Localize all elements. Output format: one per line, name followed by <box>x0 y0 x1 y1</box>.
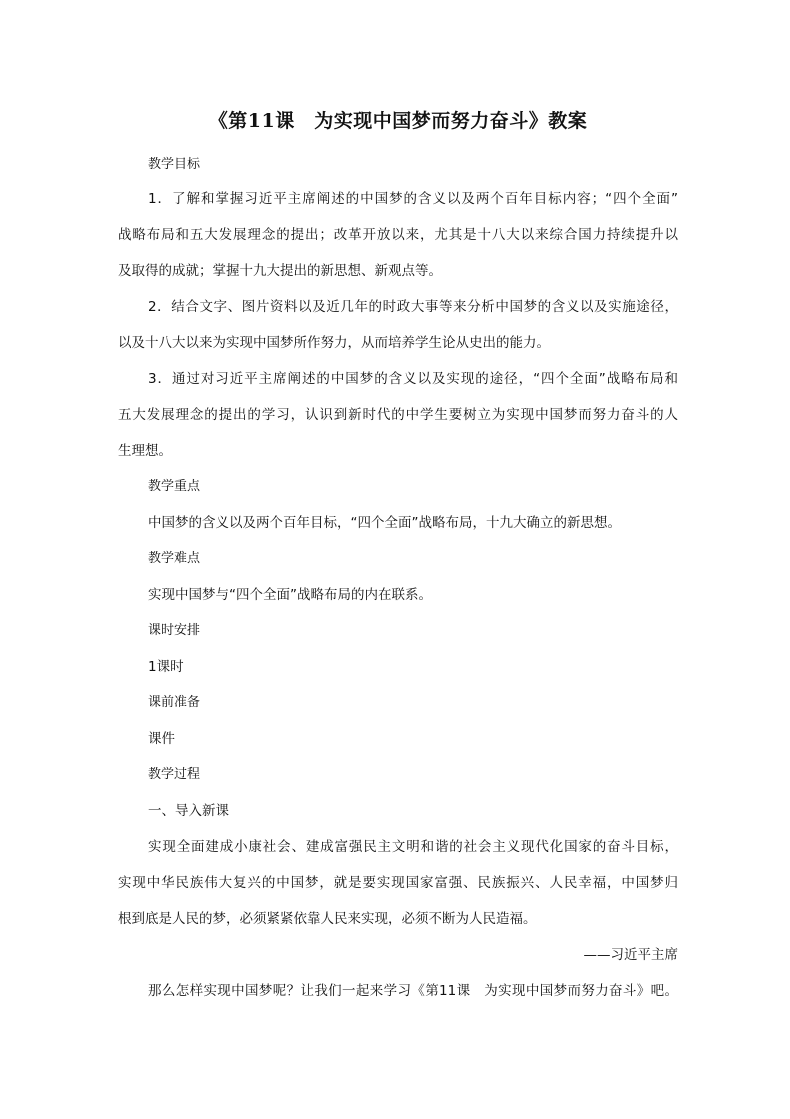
closing-line: 那么怎样实现中国梦呢？让我们一起来学习《第11课 为实现中国梦而努力奋斗》吧。 <box>148 983 678 999</box>
difficulties-heading: 教学难点 <box>148 551 201 566</box>
keypoints-text: 中国梦的含义以及两个百年目标，“四个全面”战略布局，十九大确立的新思想。 <box>148 515 621 531</box>
quote-attribution: ——习近平主席 <box>583 947 678 963</box>
intro-heading: 一、导入新课 <box>148 803 229 819</box>
prep-text: 课件 <box>148 731 175 747</box>
objective-3-line-3: 生理想。 <box>118 443 172 459</box>
schedule-heading: 课时安排 <box>148 623 201 638</box>
objective-1-line-1: 1．了解和掌握习近平主席阐述的中国梦的含义以及两个百年目标内容；“四个全面” <box>148 191 678 207</box>
schedule-text: 1课时 <box>148 659 184 675</box>
quote-line-1: 实现全面建成小康社会、建成富强民主文明和谐的社会主义现代化国家的奋斗目标， <box>148 839 678 855</box>
process-heading: 教学过程 <box>148 767 201 782</box>
objective-2-line-1: 2．结合文字、图片资料以及近几年的时政大事等来分析中国梦的含义以及实施途径， <box>148 299 678 315</box>
objective-2-line-2: 以及十八大以来为实现中国梦所作努力，从而培养学生论从史出的能力。 <box>118 335 550 351</box>
objective-3-line-1: 3．通过对习近平主席阐述的中国梦的含义以及实现的途径，“四个全面”战略布局和 <box>148 371 678 387</box>
keypoints-heading: 教学重点 <box>148 479 201 494</box>
difficulties-text: 实现中国梦与“四个全面”战略布局的内在联系。 <box>148 587 432 603</box>
quote-line-3: 根到底是人民的梦，必须紧紧依靠人民来实现，必须不断为人民造福。 <box>118 911 537 927</box>
document-title: 《第11课 为实现中国梦而努力奋斗》教案 <box>208 110 588 132</box>
objective-3-line-2: 五大发展理念的提出的学习，认识到新时代的中学生要树立为实现中国梦而努力奋斗的人 <box>118 407 678 423</box>
quote-line-2: 实现中华民族伟大复兴的中国梦，就是要实现国家富强、民族振兴、人民幸福，中国梦归 <box>118 875 678 891</box>
prep-heading: 课前准备 <box>148 695 201 710</box>
objective-1-line-3: 及取得的成就；掌握十九大提出的新思想、新观点等。 <box>118 263 442 279</box>
objectives-heading: 教学目标 <box>148 157 201 172</box>
objective-1-line-2: 战略布局和五大发展理念的提出；改革开放以来，尤其是十八大以来综合国力持续提升以 <box>118 227 678 243</box>
